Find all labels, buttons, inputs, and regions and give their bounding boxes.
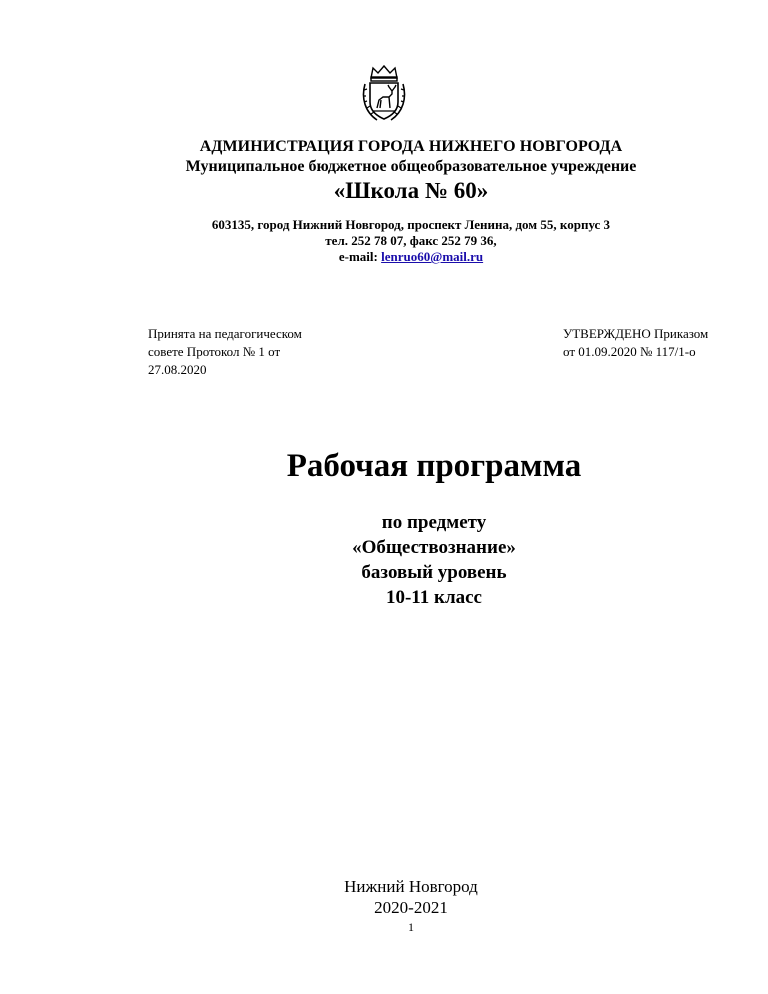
subject-line-2: «Обществознание» <box>352 537 516 558</box>
document-title: Рабочая программа <box>286 448 582 484</box>
institution-type: Муниципальное бюджетное общеобразовательное учреждение <box>185 158 637 175</box>
council-line-1: Принята на педагогическом <box>148 326 302 341</box>
email-link[interactable]: lenruo60@mail.ru <box>381 249 484 264</box>
school-name: «Школа № 60» <box>333 178 489 203</box>
approval-line-1: УТВЕРЖДЕНО Приказом <box>563 326 709 341</box>
subject-line-1: по предмету <box>381 512 487 533</box>
subject-block <box>0 510 768 610</box>
contact-block <box>0 217 768 265</box>
subject-line-3: базовый уровень <box>361 562 507 583</box>
email-line <box>0 249 768 265</box>
academic-years: 2020-2021 <box>374 898 448 917</box>
council-line-3: 27.08.2020 <box>148 362 207 377</box>
council-acceptance-note <box>148 325 302 379</box>
address-line: 603135, город Нижний Новгород, проспект Ленина, дом 55, корпус 3 <box>211 217 611 232</box>
city-coat-of-arms-icon <box>359 64 409 124</box>
city-name: Нижний Новгород <box>344 877 478 896</box>
page-number: 1 <box>408 920 414 934</box>
email-label: e-mail: <box>338 249 378 264</box>
phone-line: тел. 252 78 07, факс 252 79 36, <box>325 233 497 248</box>
footer-block <box>0 876 768 918</box>
administration-heading: АДМИНИСТРАЦИЯ ГОРОДА НИЖНЕГО НОВГОРОДА <box>199 138 623 155</box>
approval-order-note <box>563 325 708 361</box>
council-line-2: совете Протокол № 1 от <box>148 344 281 359</box>
subject-line-4: 10-11 класс <box>385 587 482 608</box>
approval-line-2: от 01.09.2020 № 117/1-о <box>563 344 696 359</box>
